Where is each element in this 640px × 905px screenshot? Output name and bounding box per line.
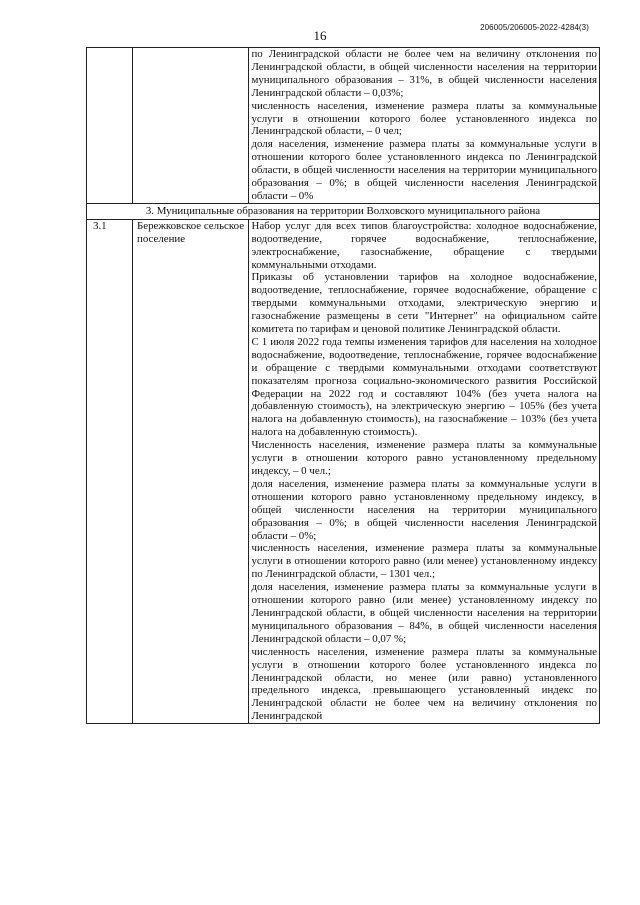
table-row-continuation — [87, 48, 600, 204]
paragraph: Приказы об установлении тарифов на холодное водоснабжение, водоотведение, теплоснабжение, горячее водоснабжение, обращение с твердыми коммунальными отходами, электрическую энергию и газоснабжение размещены в сети "Интернет" на официальном сайте комитета по тарифам и ценовой политике Ленинградской области. — [251, 271, 597, 336]
paragraph: доля населения, изменение размера платы за коммунальные услуги в отношении которого равно установленному предельному индексу, в общей численности населения на территории муниципального образования – 0%; в общей численности населения Ленинградской области – 0%; — [251, 477, 597, 542]
paragraph: численность населения, изменение размера платы за коммунальные услуги в отношении которого равно (или менее) установленному индексу по Ленинградской области, – 1301 чел.; — [251, 542, 597, 581]
continuation-cell — [249, 48, 600, 204]
tariff-table — [86, 47, 600, 724]
paragraph: Набор услуг для всех типов благоустройства: холодное водоснабжение, водоотведение, горячее водоснабжение, теплоснабжение, электроснабжение, газоснабжение, обращение с твердыми коммунальными отходами. — [251, 219, 597, 271]
paragraph: С 1 июля 2022 года темпы изменения тарифов для населения на холодное водоснабжение, водоотведение, теплоснабжение, горячее водоснабжение и обращение с твердыми коммунальными отходами соответствуют показателям прогноза социально-экономического развития Российской Федерации на 2022 год и составляют 104% (без учета налога на добавленную стоимость), на электрическую энергию – 105% (без учета налога на добавленную стоимость), на газоснабжение – 103% (без учета налога на добавленную стоимость). — [251, 335, 597, 439]
empty-name-cell — [132, 48, 248, 204]
section-heading: 3. Муниципальные образования на территории Волховского муниципального района — [87, 203, 600, 219]
municipality-name: Бережковское сельское поселение — [132, 219, 248, 723]
table-row-section — [87, 203, 600, 219]
row-content — [249, 219, 600, 723]
paragraph: численность населения, изменение размера платы за коммунальные услуги в отношении которого более установленного индекса по Ленинградской области, но менее (или равно) установленного предельного индекса, превышающего установленный индекс по Ленинградской области не более чем на величину отклонения по Ленинградской — [251, 645, 597, 723]
empty-number-cell — [87, 48, 133, 204]
paragraph: по Ленинградской области не более чем на величину отклонения по Ленинградской области, в общей численности населения на территории муниципального образования – 31%, в общей численности населения Ленинградской области – 0,03%; — [251, 48, 597, 99]
document-id: 206005/206005-2022-4284(3) — [480, 23, 589, 32]
row-number: 3.1 — [87, 219, 133, 723]
paragraph: доля населения, изменение размера платы за коммунальные услуги в отношении которого более установленного индекса по Ленинградской области, в общей численности населения на территории муниципального образования – 0%; в общей численности населения Ленинградской области – 0% — [251, 138, 597, 202]
paragraph: доля населения, изменение размера платы за коммунальные услуги в отношении которого равно (или менее) установленному индексу по Ленинградской области, в общей численности населения на территории муниципального образования – 84%, в общей численности населения Ленинградской области – 0,07 %; — [251, 581, 597, 645]
paragraph: Численность населения, изменение размера платы за коммунальные услуги в отношении которого равно установленному предельному индексу, – 0 чел.; — [251, 439, 597, 477]
page-number: 16 — [313, 28, 327, 43]
table-row — [87, 219, 600, 723]
paragraph: численность населения, изменение размера платы за коммунальные услуги в отношении которого более установленного индекса по Ленинградской области, – 0 чел; — [251, 99, 597, 138]
